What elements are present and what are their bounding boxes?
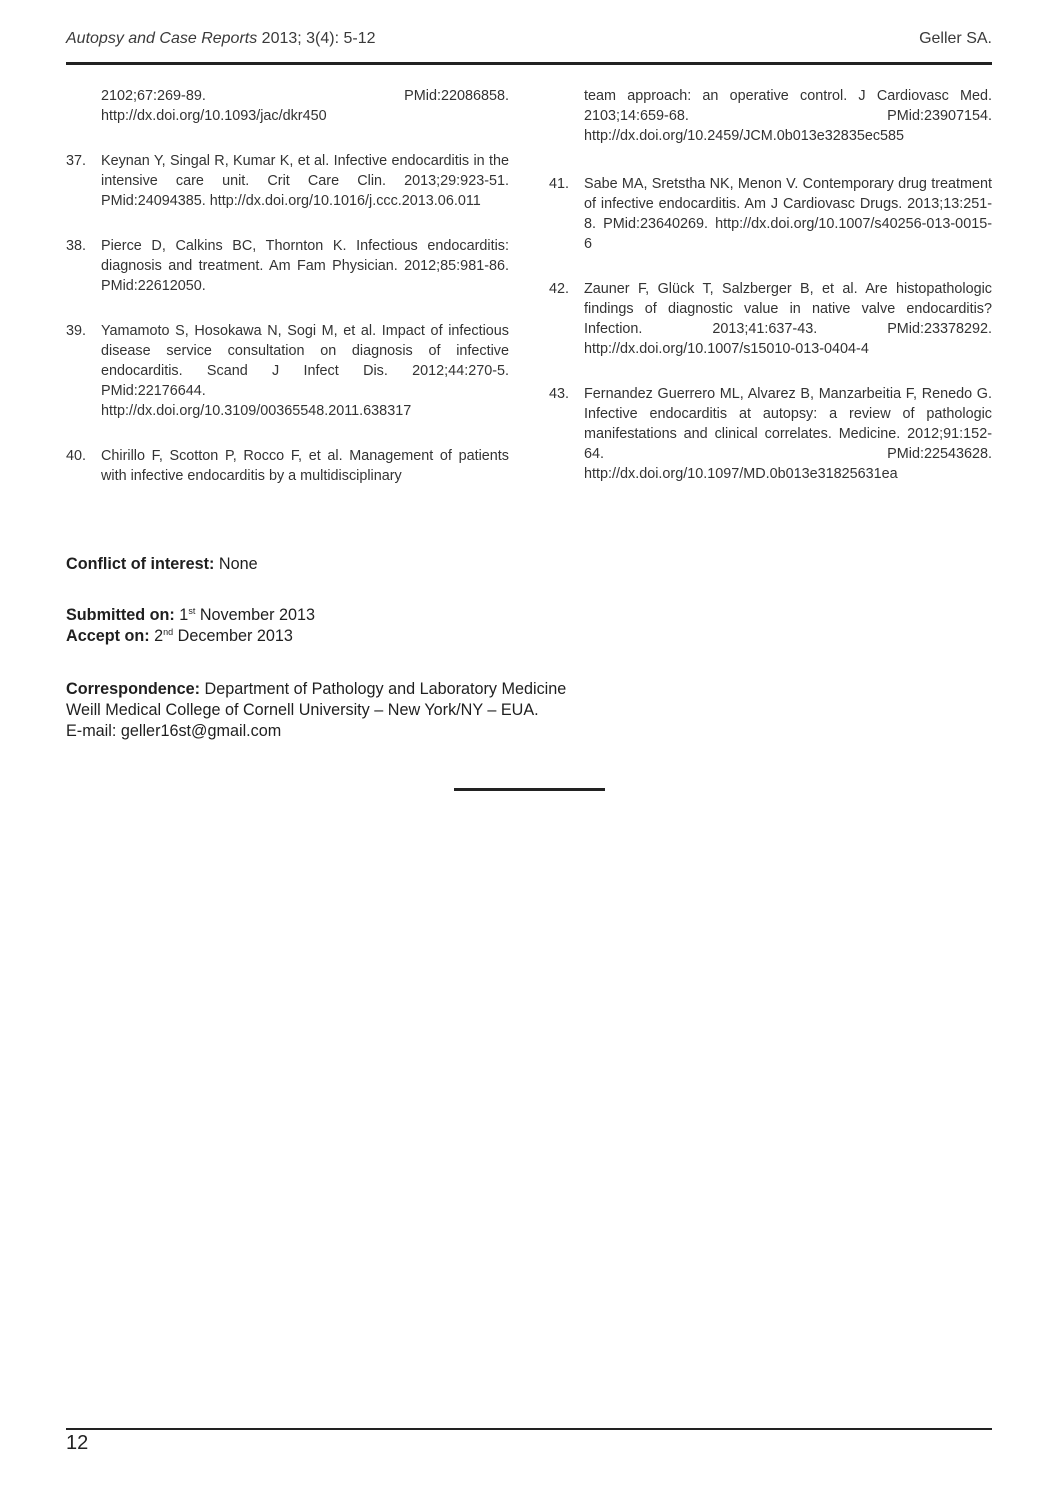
reference-number: 40. [66, 448, 87, 464]
reference-text: Sabe MA, Sretstha NK, Menon V. Contemporary drug treatment of infective endocarditis. Am J Cardiovasc Drugs. 2013;13:251-8. PMid:23640269. http://dx.doi.org/10.1007/s40256-013-0015-6 [584, 176, 992, 252]
reference-number: 43. [549, 386, 570, 402]
reference-text: 2102;67:269-89. PMid:22086858. http://dx.doi.org/10.1093/jac/dkr450 [101, 88, 509, 124]
correspondence-email: E-mail: geller16st@gmail.com [66, 722, 282, 740]
conflict-of-interest [66, 554, 766, 575]
reference-item [549, 384, 992, 484]
reference-item [549, 174, 992, 254]
correspondence [66, 679, 766, 742]
conflict-label: Conflict of interest: [66, 555, 215, 573]
reference-text: Fernandez Guerrero ML, Alvarez B, Manzarbeitia F, Renedo G. Infective endocarditis at autopsy: a review of pathologic manifestations and clinical correlates. Medicine. 2012;91:152-64. PMid:22543628. http://dx.doi.org/10.1097/MD.0b013e31825631ea [584, 386, 992, 482]
reference-item [549, 86, 992, 146]
submitted-line [66, 605, 766, 626]
reference-number: 37. [66, 153, 87, 169]
reference-item [549, 279, 992, 359]
correspondence-label: Correspondence: [66, 680, 201, 698]
reference-text: Pierce D, Calkins BC, Thornton K. Infectious endocarditis: diagnosis and treatment. Am Fam Physician. 2012;85:981-86. PMid:22612050. [101, 238, 509, 294]
running-header [66, 30, 992, 54]
reference-item [66, 151, 509, 211]
reference-item [66, 321, 509, 421]
correspondence-line-2: Weill Medical College of Cornell University – New York/NY – EUA. [66, 701, 539, 719]
submitted-label: Submitted on: [66, 606, 175, 624]
submitted-day-suffix: st [188, 606, 196, 616]
reference-item [66, 86, 509, 126]
reference-text: Keynan Y, Singal R, Kumar K, et al. Infective endocarditis in the intensive care unit. Crit Care Clin. 2013;29:923-51. PMid:24094385. http://dx.doi.org/10.1016/j.ccc.2013.06.011 [101, 153, 509, 209]
reference-text: Chirillo F, Scotton P, Rocco F, et al. Management of patients with infective endocarditis by a multidisciplinary [101, 448, 509, 484]
journal-name: Autopsy and Case Reports [66, 30, 258, 47]
references-right-column [549, 86, 992, 509]
page-number: 12 [66, 1432, 89, 1454]
reference-text: Yamamoto S, Hosokawa N, Sogi M, et al. Impact of infectious disease service consultation on diagnosis of infective endocarditis. Scand J Infect Dis. 2012;44:270-5. PMid:22176644. http://dx.doi.org/10.3109/00365548.2011.638317 [101, 323, 509, 419]
header-author: Geller SA. [919, 30, 992, 47]
accepted-day-suffix: nd [163, 627, 174, 637]
accepted-label: Accept on: [66, 627, 150, 645]
submitted-month-year: November 2013 [195, 606, 316, 624]
correspondence-department: Department of Pathology and Laboratory Medicine [200, 680, 567, 698]
submission-dates [66, 605, 766, 647]
reference-text: Zauner F, Glück T, Salzberger B, et al. Are histopathologic findings of diagnostic value in native valve endocarditis? Infection. 2013;41:637-43. PMid:23378292. http://dx.doi.org/10.1007/s15010-013-0404-4 [584, 281, 992, 357]
accepted-line [66, 626, 766, 647]
journal-volume: 2013; 3(4): 5-12 [257, 30, 376, 47]
footer-divider [66, 1428, 992, 1430]
references-left-column [66, 86, 509, 511]
submitted-day: 1 [174, 606, 189, 624]
reference-number: 39. [66, 323, 87, 339]
accepted-month-year: December 2013 [173, 627, 293, 645]
reference-item [66, 236, 509, 296]
end-of-article-rule [454, 788, 605, 791]
accepted-day: 2 [149, 627, 164, 645]
reference-text: team approach: an operative control. J Cardiovasc Med. 2103;14:659-68. PMid:23907154. http://dx.doi.org/10.2459/JCM.0b013e32835ec585 [584, 88, 992, 144]
reference-number: 41. [549, 176, 570, 192]
reference-number: 42. [549, 281, 570, 297]
header-divider [66, 62, 992, 65]
header-citation [66, 30, 376, 48]
correspondence-line-1 [66, 679, 766, 700]
conflict-value: None [214, 555, 258, 573]
reference-item [66, 446, 509, 486]
reference-number: 38. [66, 238, 87, 254]
